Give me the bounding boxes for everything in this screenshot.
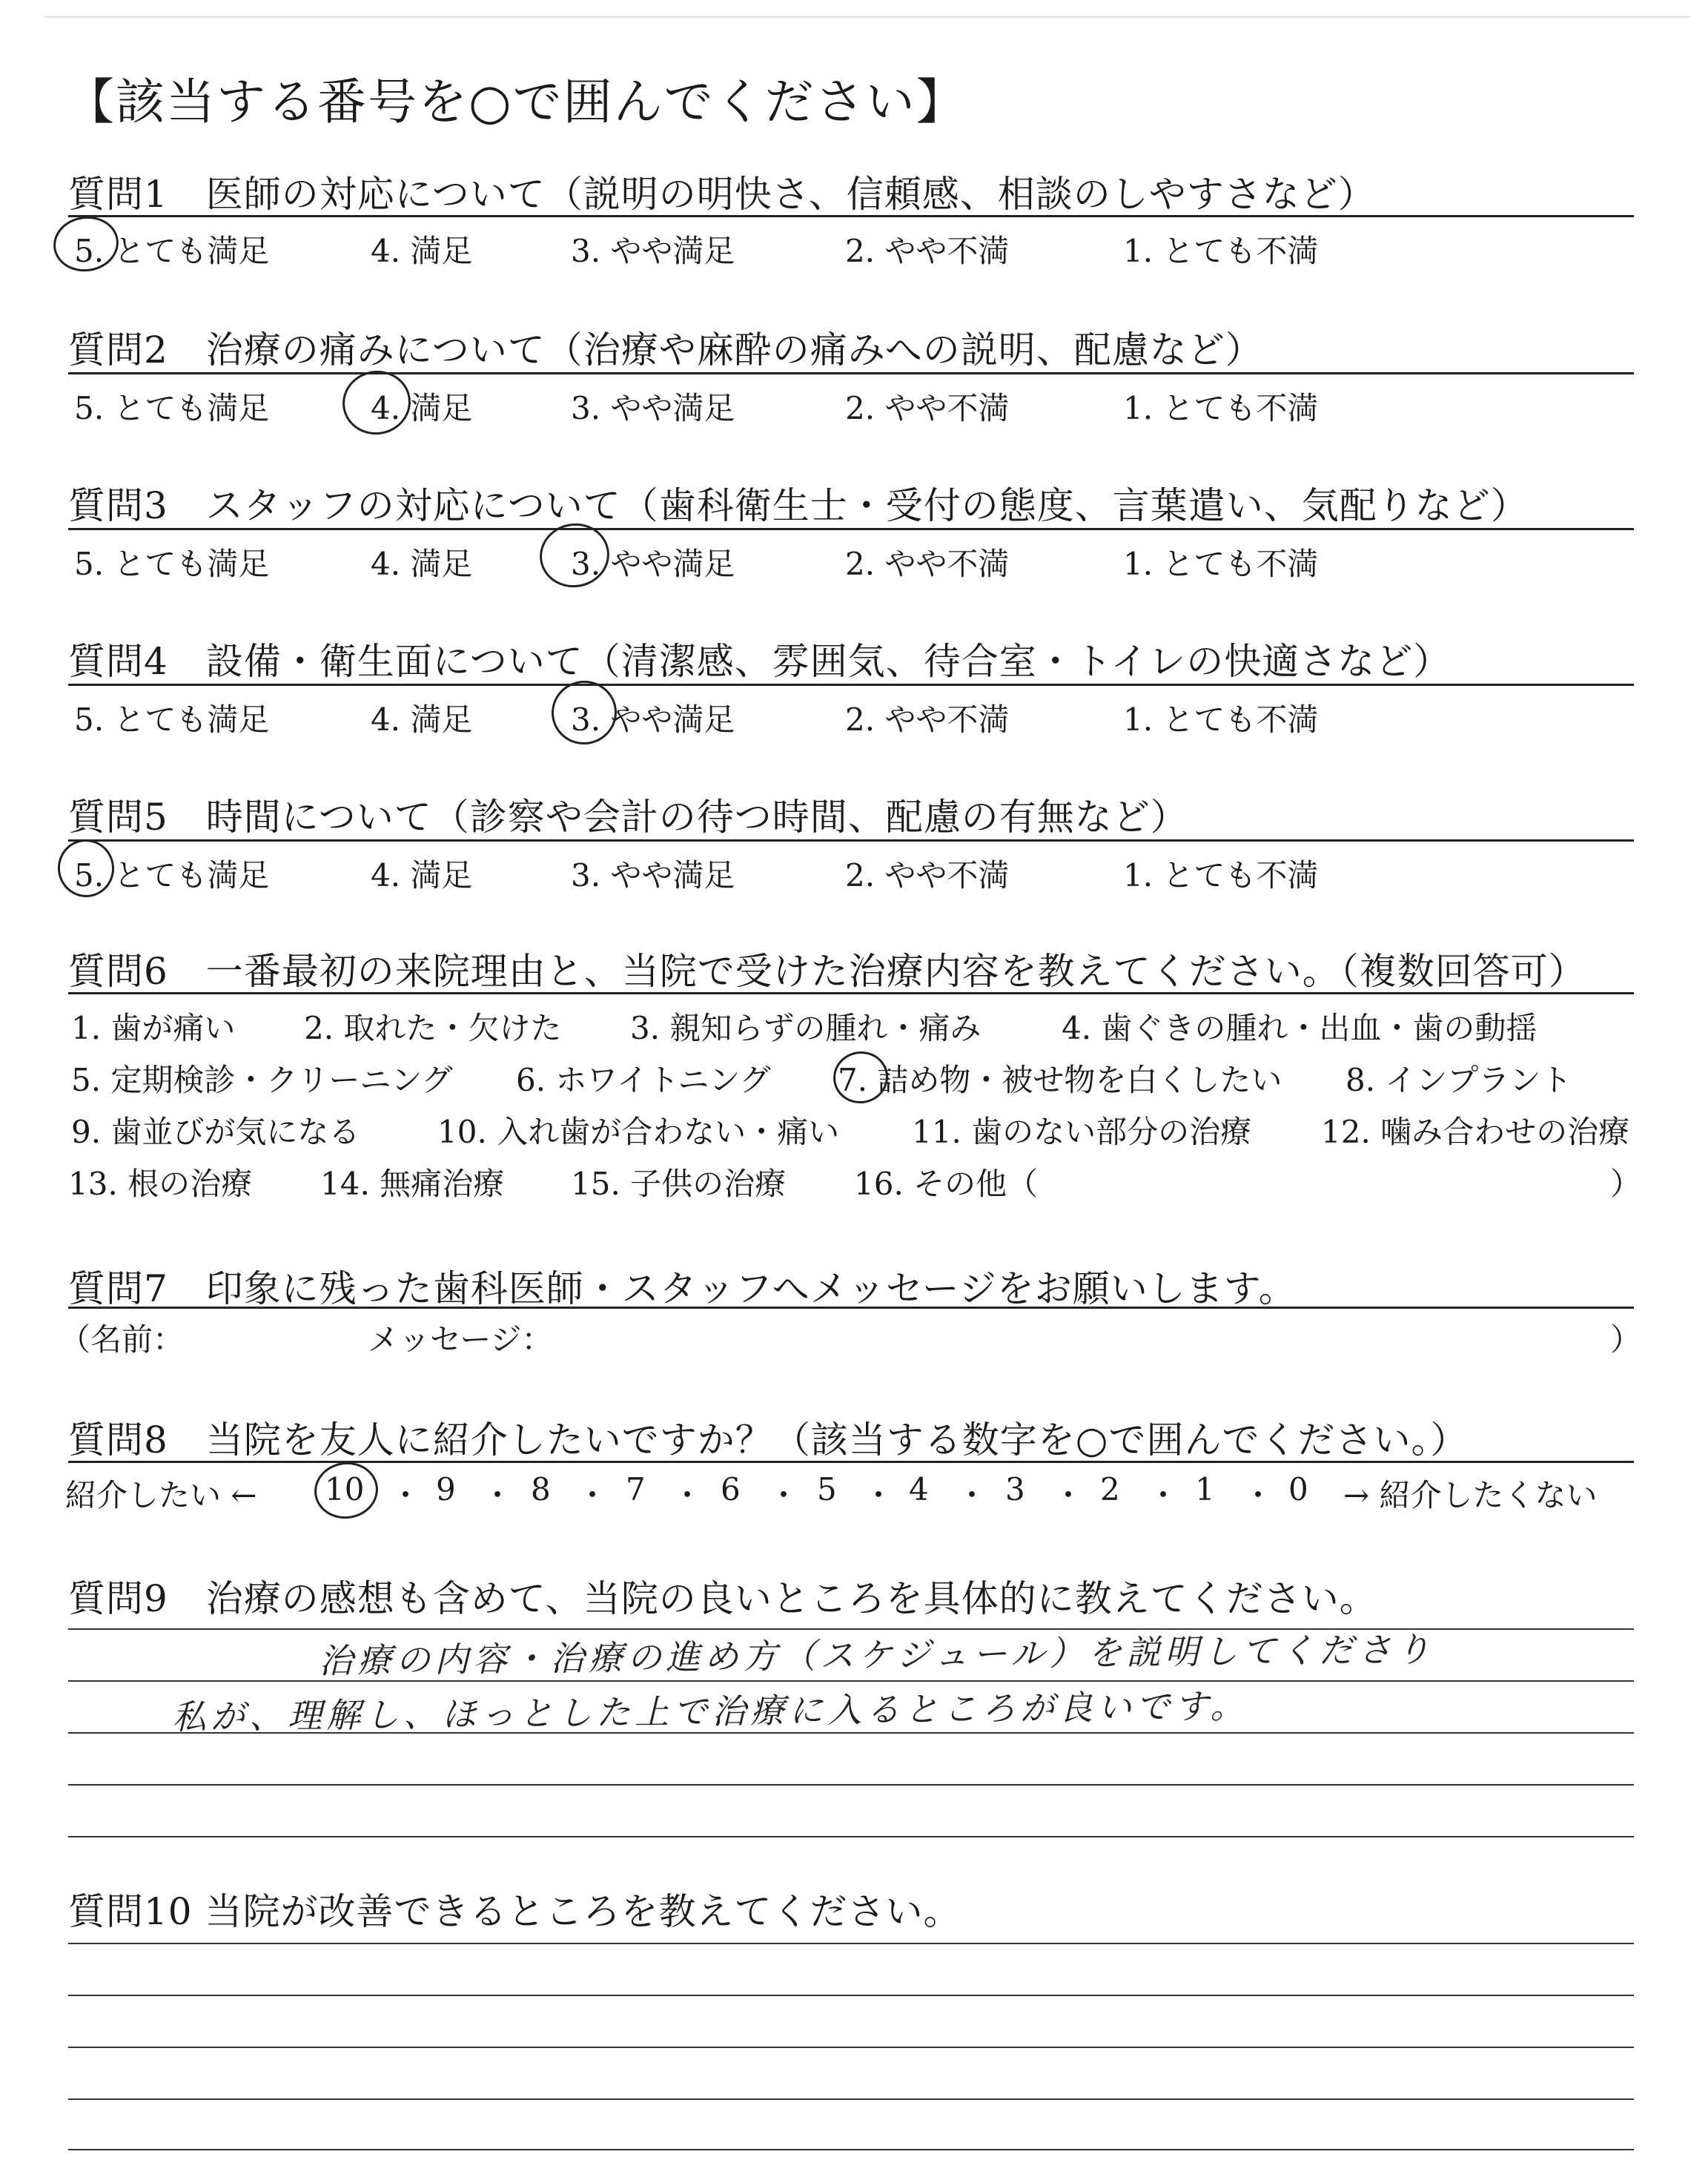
q10-line-1 (68, 1943, 1634, 1944)
q9-line-4 (68, 1784, 1634, 1786)
q8-right-label: → 紹介したくない (1343, 1477, 1598, 1513)
q10-line-2 (68, 1995, 1634, 1996)
q1-option-5[interactable]: 5. とても満足 (74, 233, 270, 269)
q5-option-2[interactable]: 2. やや不満 (845, 857, 1010, 894)
q10-heading: 質問10 当院が改善できるところを教えてください。 (68, 1890, 961, 1933)
q9-line-2 (68, 1680, 1634, 1682)
q8-separator: ・ (672, 1477, 704, 1513)
q8-value-2[interactable]: 2 (1100, 1471, 1120, 1507)
q8-separator: ・ (390, 1477, 422, 1513)
q6-other-close-paren: ） (1610, 1166, 1642, 1202)
q2-option-4[interactable]: 4. 満足 (371, 390, 473, 426)
q4-option-2[interactable]: 2. やや不満 (845, 701, 1010, 738)
q3-option-3[interactable]: 3. やや満足 (571, 546, 735, 582)
q8-left-label: 紹介したい ← (65, 1477, 257, 1513)
q5-option-3[interactable]: 3. やや満足 (571, 857, 735, 894)
q6-option-7[interactable]: 7. 詰め物・被せ物を白くしたい (838, 1062, 1282, 1098)
q4-heading: 質問4 設備・衛生面について（清潔感、雰囲気、待合室・トイレの快適さなど） (68, 640, 1452, 683)
q6-rule (68, 992, 1634, 994)
q7-rule (68, 1307, 1634, 1309)
q3-option-4[interactable]: 4. 満足 (371, 546, 473, 582)
q9-answer-line-2: 私が、理解し、ほっとした上で治療に入るところが良いです。 (171, 1685, 1249, 1737)
q6-option-10[interactable]: 10. 入れ歯が合わない・痛い (437, 1114, 840, 1150)
q1-option-1[interactable]: 1. とても不満 (1123, 233, 1319, 269)
q2-option-5[interactable]: 5. とても満足 (74, 390, 270, 426)
q3-rule (68, 528, 1634, 530)
q8-separator: ・ (1242, 1477, 1274, 1513)
q1-option-3[interactable]: 3. やや満足 (571, 233, 735, 269)
q1-option-4[interactable]: 4. 満足 (371, 233, 473, 269)
q6-option-8[interactable]: 8. インプラント (1345, 1062, 1572, 1098)
q8-separator: ・ (863, 1477, 895, 1513)
q5-option-5[interactable]: 5. とても満足 (74, 857, 270, 894)
q8-value-0[interactable]: 0 (1288, 1471, 1308, 1507)
q6-option-16[interactable]: 16. その他（ (854, 1166, 1039, 1202)
q6-option-4[interactable]: 4. 歯ぐきの腫れ・出血・歯の動揺 (1062, 1010, 1537, 1046)
q4-option-1[interactable]: 1. とても不満 (1123, 701, 1319, 738)
q4-option-5[interactable]: 5. とても満足 (74, 701, 270, 738)
q2-rule (68, 372, 1634, 374)
q2-answer-circle (337, 366, 416, 440)
q4-option-4[interactable]: 4. 満足 (371, 701, 473, 738)
q5-option-4[interactable]: 4. 満足 (371, 857, 473, 894)
q2-heading: 質問2 治療の痛みについて（治療や麻酔の痛みへの説明、配慮など） (68, 328, 1263, 371)
q2-option-3[interactable]: 3. やや満足 (571, 390, 735, 426)
q4-rule (68, 684, 1634, 686)
q6-option-3[interactable]: 3. 親知らずの腫れ・痛み (630, 1010, 982, 1046)
q8-heading: 質問8 当院を友人に紹介したいですか？（該当する数字を○で囲んでください。） (68, 1418, 1469, 1462)
q8-value-1[interactable]: 1 (1195, 1471, 1215, 1507)
q8-separator: ・ (1053, 1477, 1085, 1513)
scan-edge (44, 16, 1690, 18)
q8-separator: ・ (956, 1477, 988, 1513)
q6-option-5[interactable]: 5. 定期検診・クリーニング (71, 1062, 453, 1098)
q6-option-2[interactable]: 2. 取れた・欠けた (304, 1010, 562, 1046)
q8-separator: ・ (577, 1477, 609, 1513)
q2-option-2[interactable]: 2. やや不満 (845, 390, 1010, 426)
q7-close-paren: ） (1610, 1321, 1642, 1358)
q1-option-2[interactable]: 2. やや不満 (845, 233, 1010, 269)
q4-option-3[interactable]: 3. やや満足 (571, 701, 735, 738)
page-title: 【該当する番号を○で囲んでください】 (65, 73, 967, 131)
q6-option-12[interactable]: 12. 噛み合わせの治療 (1321, 1114, 1630, 1150)
q6-option-9[interactable]: 9. 歯並びが気になる (71, 1114, 360, 1150)
q6-heading: 質問6 一番最初の来院理由と、当院で受けた治療内容を教えてください。（複数回答可） (68, 950, 1586, 993)
q8-value-3[interactable]: 3 (1005, 1471, 1025, 1507)
q8-value-5[interactable]: 5 (817, 1471, 837, 1507)
q3-heading: 質問3 スタッフの対応について（歯科衛生士・受付の態度、言葉遣い、気配りなど） (68, 484, 1529, 527)
q5-heading: 質問5 時間について（診察や会計の待つ時間、配慮の有無など） (68, 796, 1188, 839)
q10-line-5 (68, 2149, 1634, 2150)
q8-value-7[interactable]: 7 (626, 1471, 646, 1507)
q7-heading: 質問7 印象に残った歯科医師・スタッフへメッセージをお願いします。 (68, 1267, 1297, 1310)
q7-name-label: （名前： (59, 1321, 185, 1358)
q6-option-14[interactable]: 14. 無痛治療 (320, 1166, 505, 1202)
q9-line-5 (68, 1836, 1634, 1837)
q6-option-15[interactable]: 15. 子供の治療 (571, 1166, 787, 1202)
q8-value-9[interactable]: 9 (436, 1471, 456, 1507)
q8-separator: ・ (1148, 1477, 1179, 1513)
q1-heading: 質問1 医師の対応について（説明の明快さ、信頼感、相談のしやすさなど） (68, 173, 1376, 216)
q1-rule (68, 215, 1634, 217)
q6-option-6[interactable]: 6. ホワイトニング (516, 1062, 771, 1098)
q8-value-4[interactable]: 4 (909, 1471, 929, 1507)
q10-line-4 (68, 2098, 1634, 2100)
q5-rule (68, 839, 1634, 842)
q8-value-10[interactable]: 10 (325, 1471, 365, 1507)
q8-answer-circle (311, 1458, 382, 1522)
q5-option-1[interactable]: 1. とても不満 (1123, 857, 1319, 894)
q3-option-1[interactable]: 1. とても不満 (1123, 546, 1319, 582)
q8-separator: ・ (768, 1477, 800, 1513)
q8-value-6[interactable]: 6 (721, 1471, 741, 1507)
q8-value-8[interactable]: 8 (531, 1471, 551, 1507)
q8-separator: ・ (482, 1477, 514, 1513)
q6-option-13[interactable]: 13. 根の治療 (68, 1166, 253, 1202)
q3-option-5[interactable]: 5. とても満足 (74, 546, 270, 582)
q2-option-1[interactable]: 1. とても不満 (1123, 390, 1319, 426)
q8-rule (68, 1461, 1634, 1463)
q3-option-2[interactable]: 2. やや不満 (845, 546, 1010, 582)
q6-option-11[interactable]: 11. 歯のない部分の治療 (912, 1114, 1252, 1150)
q9-answer-line-1: 治療の内容・治療の進め方（スケジュール）を説明してくださり (318, 1629, 1435, 1681)
q9-heading: 質問9 治療の感想も含めて、当院の良いところを具体的に教えてください。 (68, 1577, 1377, 1620)
q6-option-1[interactable]: 1. 歯が痛い (71, 1010, 236, 1046)
q10-line-3 (68, 2047, 1634, 2048)
q7-message-label: メッセージ： (368, 1321, 553, 1358)
